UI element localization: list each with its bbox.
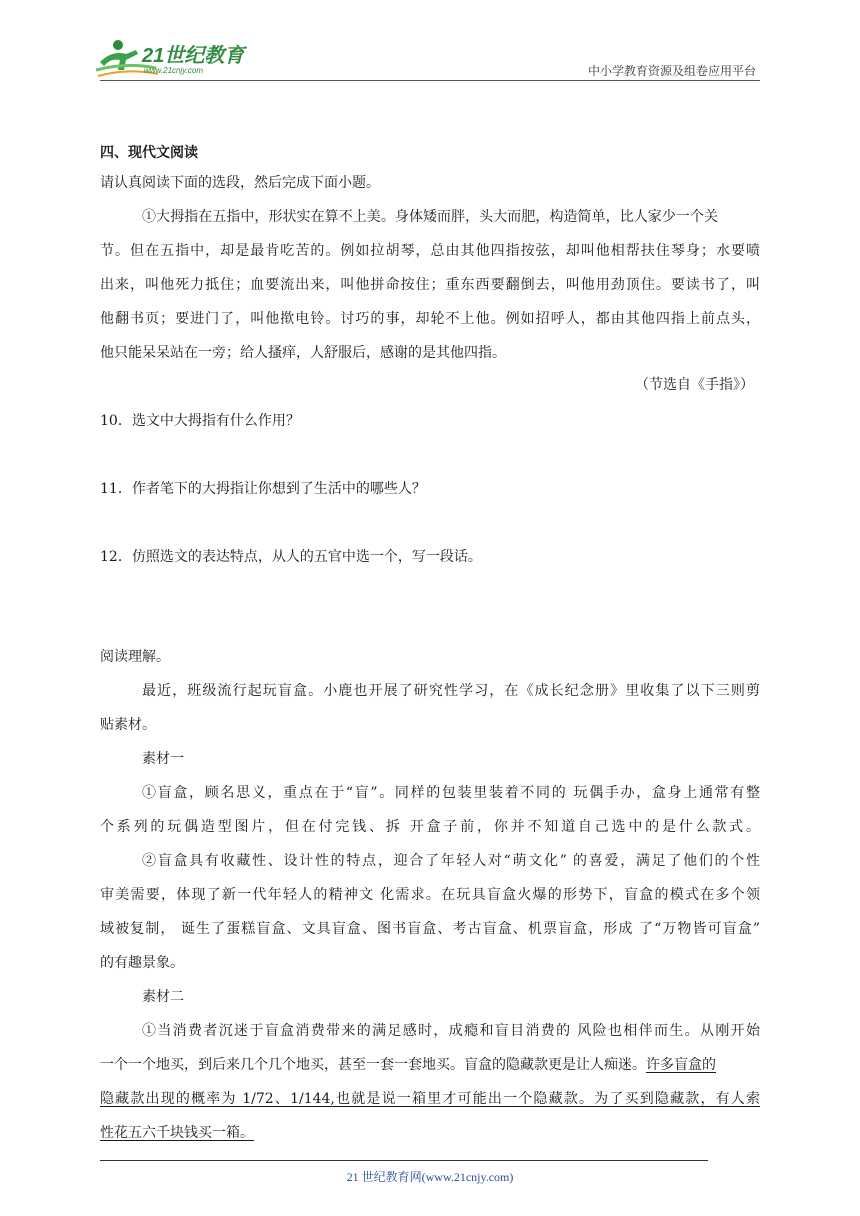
passage-line: 出来，叫他死力抵住；血要流出来，叫他拼命按住；重东西要翻倒去，叫他用劲顶住。要读书了，叫	[100, 277, 760, 293]
passage-source: （节选自《手指》）	[635, 377, 754, 393]
question-10: 10．选文中大拇指有什么作用？	[100, 413, 300, 429]
question-12: 12．仿照选文的表达特点，从人的五官中选一个，写一段话。	[100, 549, 482, 565]
material-one-line: ②盲盒具有收藏性、设计性的特点，迎合了年轻人对“萌文化” 的喜爱，满足了他们的个性	[142, 853, 760, 869]
underlined-text: 许多盲盒的	[646, 1057, 716, 1073]
material-two-line	[100, 1056, 760, 1074]
footer-divider	[100, 1160, 708, 1161]
material-two-text: 一个一个地买，到后来几个几个地买，甚至一套一套地买。盲盒的隐藏款更是让人痴迷。	[100, 1057, 646, 1073]
material-one-line: 域被复制， 诞生了蛋糕盲盒、文具盲盒、图书盲盒、考古盲盒、机票盲盒，形成 了“万物皆可盲盒”	[100, 921, 760, 937]
underlined-text: 隐藏款出现的概率为 1/72、1/144,也就是说一箱里才可能出一个隐藏款。为了买到隐藏款，有人索	[100, 1091, 760, 1107]
site-logo[interactable]	[96, 36, 256, 80]
material-one-line: 个系列的玩偶造型图片，但在付完钱、拆 开盒子前，你并不知道自己选中的是什么款式。	[100, 819, 760, 835]
material-one-line: ①盲盒，顾名思义，重点在于“盲”。同样的包装里装着不同的 玩偶手办，盒身上通常有整	[142, 785, 760, 801]
logo-url: www.21cnjy.com	[144, 66, 203, 75]
section-instruction: 请认真阅读下面的选段，然后完成下面小题。	[100, 175, 380, 191]
question-11: 11．作者笔下的大拇指让你想到了生活中的哪些人？	[100, 481, 426, 497]
material-two-label: 素材二	[142, 989, 184, 1005]
reading-intro-line: 贴素材。	[100, 717, 156, 733]
passage-line: 他翻书页；要进门了，叫他揿电铃。讨巧的事，却轮不上他。例如招呼人，都由其他四指上前点头，	[100, 311, 760, 327]
material-one-line: 的有趣景象。	[100, 955, 184, 971]
material-one-label: 素材一	[142, 751, 184, 767]
passage-line: ①大拇指在五指中，形状实在算不上美。身体矮而胖，头大而肥，构造简单，比人家少一个关	[142, 209, 718, 225]
runner-logo-icon	[96, 36, 256, 80]
reading-intro-line: 最近，班级流行起玩盲盒。小鹿也开展了研究性学习，在《成长纪念册》里收集了以下三则剪	[142, 683, 760, 699]
passage-line: 他只能呆呆站在一旁；给人搔痒，人舒服后，感谢的是其他四指。	[100, 345, 506, 361]
footer-link[interactable]: 21 世纪教育网(www.21cnjy.com)	[346, 1170, 514, 1184]
passage-line: 节。但在五指中，却是最肯吃苦的。例如拉胡琴，总由其他四指按弦，却叫他相帮扶住琴身；水要喷	[100, 243, 760, 259]
material-two-line: ①当消费者沉迷于盲盒消费带来的满足感时，成瘾和盲目消费的 风险也相伴而生。从刚开始	[142, 1023, 760, 1039]
underlined-text: 性花五六千块钱买一箱。	[100, 1125, 254, 1141]
header-divider	[100, 80, 760, 81]
reading-title: 阅读理解。	[100, 649, 170, 665]
platform-tagline: 中小学教育资源及组卷应用平台	[587, 64, 756, 78]
material-one-line: 审美需要，体现了新一代年轻人的精神文 化需求。在玩具盲盒火爆的形势下，盲盒的模式在多个领	[100, 887, 760, 903]
section-title: 四、现代文阅读	[100, 145, 198, 161]
logo-text: 21世纪教育	[142, 45, 245, 67]
